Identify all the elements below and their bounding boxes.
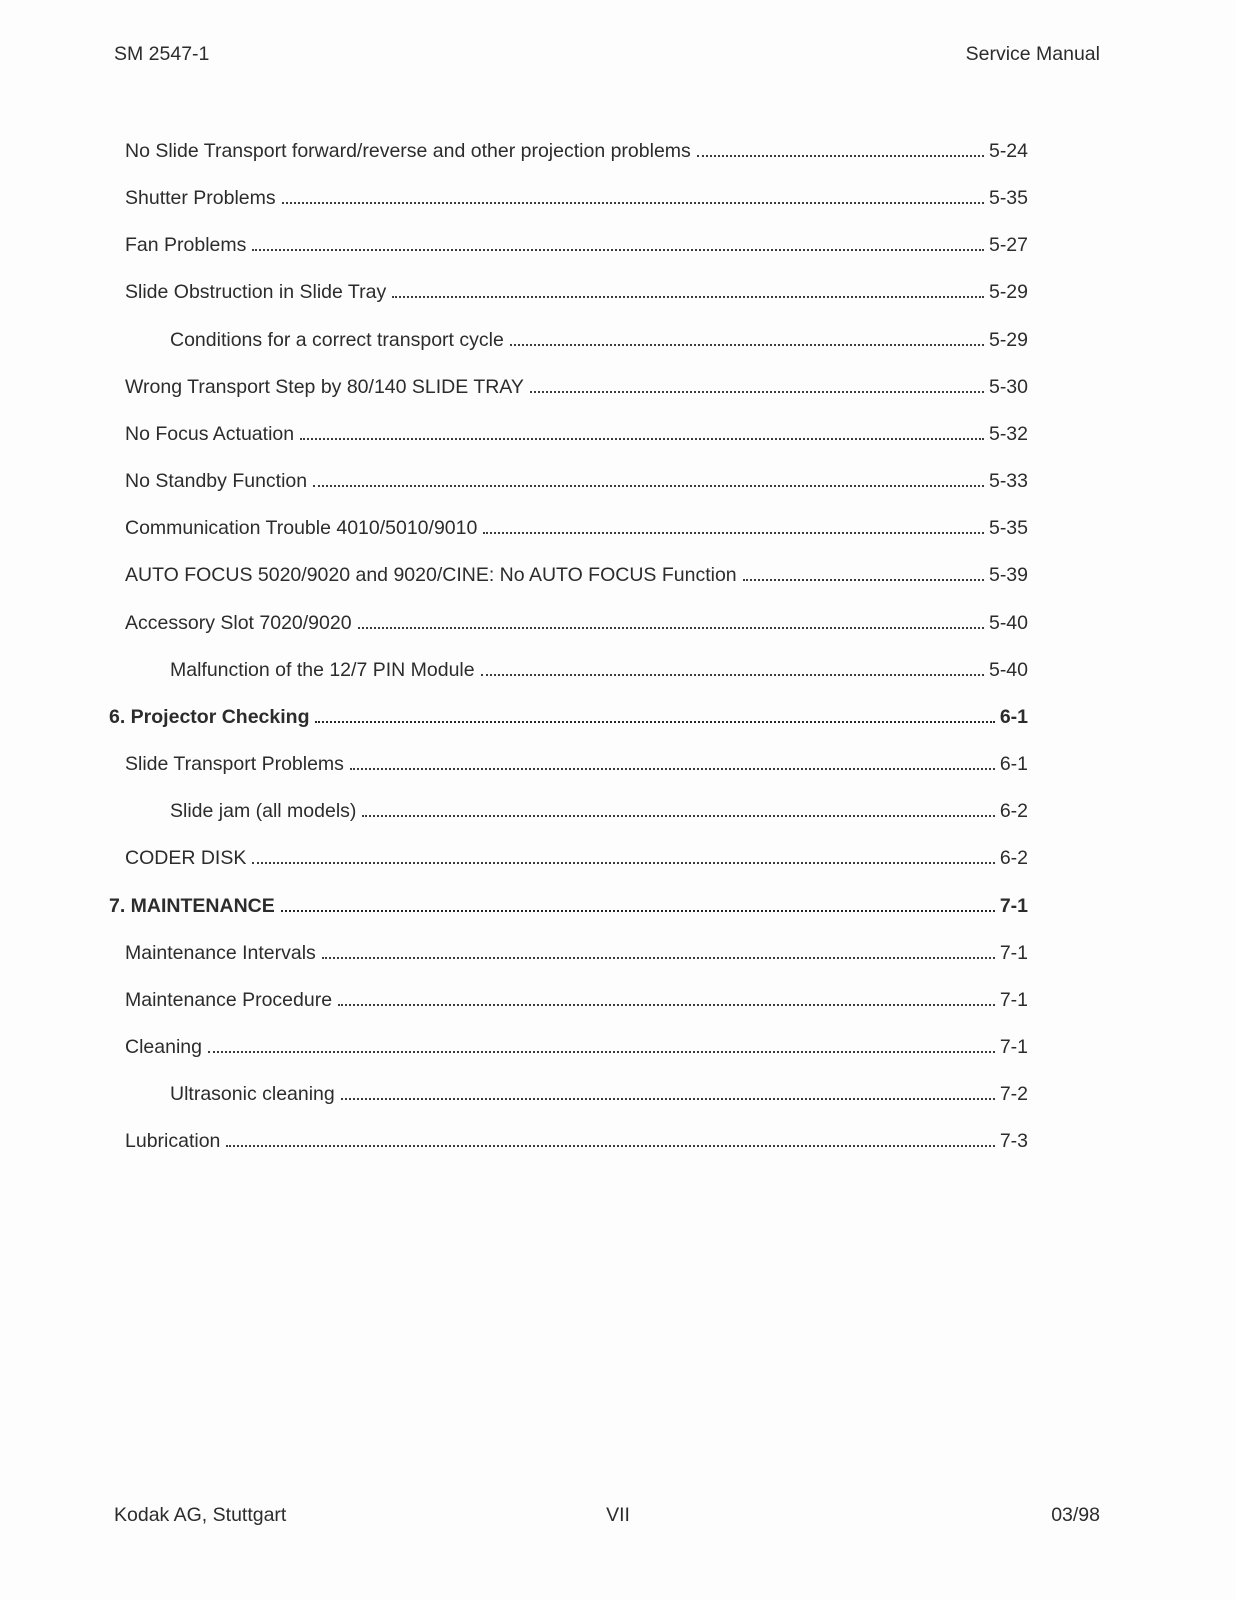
toc-dot-leader [362,815,994,817]
toc-page-number: 5-29 [988,281,1028,304]
toc-entry-label: Fan Problems [125,234,247,257]
toc-row [109,600,1028,647]
toc-dot-leader [338,1004,995,1006]
toc-entry-label: 6. Projector Checking [109,705,310,728]
page-footer [0,1506,1236,1532]
toc-page-number: 5-33 [988,470,1028,493]
footer-date: 03/98 [1051,1504,1100,1526]
toc-row [109,222,1028,269]
toc-page-number: 5-40 [988,611,1028,634]
toc-entry-label: No Focus Actuation [125,422,295,445]
doc-type: Service Manual [965,43,1100,65]
toc-entry-label: Conditions for a correct transport cycle [170,328,504,351]
toc-entry-label: Ultrasonic cleaning [170,1083,335,1106]
toc-page-number: 6-1 [999,753,1028,776]
toc-row [109,647,1028,694]
toc-dot-leader [530,391,984,393]
toc-entry-label: No Slide Transport forward/reverse and other projection problems [125,140,691,162]
toc-page-number: 5-27 [988,234,1028,257]
toc-dot-leader [315,721,994,723]
toc-entry-label: Malfunction of the 12/7 PIN Module [170,658,475,681]
toc-page-number: 7-1 [999,1035,1028,1058]
toc-page-number: 5-35 [988,517,1028,540]
toc-row [109,128,1028,175]
toc-row [109,175,1028,222]
page-header [0,45,1236,69]
toc-dot-leader [510,344,984,346]
footer-company: Kodak AG, Stuttgart [114,1504,287,1526]
toc-row [109,694,1028,741]
toc-page-number: 5-35 [988,187,1028,210]
toc-dot-leader [341,1098,995,1100]
toc-page-number: 5-29 [988,328,1028,351]
toc-page-number: 7-1 [999,894,1028,917]
toc-row [109,317,1028,364]
toc-page-number: 5-32 [988,422,1028,445]
toc-row [109,741,1028,788]
toc-entry-label: 7. MAINTENANCE [109,894,275,917]
toc-dot-leader [392,296,984,298]
toc-entry-label: Wrong Transport Step by 80/140 SLIDE TRAY [125,375,524,398]
toc-dot-leader [226,1145,994,1147]
toc-dot-leader [481,674,984,676]
toc-entry-label: CODER DISK [125,847,247,870]
toc-dot-leader [697,155,984,157]
toc-page-number: 5-30 [988,375,1028,398]
doc-number: SM 2547-1 [114,43,210,65]
toc-row [109,364,1028,411]
toc-page-number: 7-1 [999,988,1028,1011]
toc-page-number: 6-1 [999,705,1028,728]
toc-entry-label: Accessory Slot 7020/9020 [125,611,352,634]
toc-dot-leader [300,438,984,440]
toc-entry-label: Shutter Problems [125,187,276,210]
toc-entry-label: Slide Transport Problems [125,753,344,776]
toc-dot-leader [322,957,995,959]
toc-dot-leader [208,1051,995,1053]
toc-entry-label: Maintenance Intervals [125,941,316,964]
toc-entry-label: Communication Trouble 4010/5010/9010 [125,517,478,540]
toc-row [109,552,1028,599]
toc-row [109,930,1028,977]
toc-page-number: 5-24 [988,140,1028,162]
toc-row [109,977,1028,1024]
toc-row [109,458,1028,505]
toc-row [109,269,1028,316]
toc-page-number: 5-40 [988,658,1028,681]
toc-row [109,1118,1028,1165]
footer-page-number: VII [606,1504,630,1526]
toc-entry-label: Cleaning [125,1035,202,1058]
toc-row [109,1024,1028,1071]
toc-list [109,128,1028,1165]
toc-row [109,883,1028,930]
toc-entry-label: AUTO FOCUS 5020/9020 and 9020/CINE: No AUTO FOCUS Function [125,564,737,587]
toc-dot-leader [282,202,984,204]
toc-dot-leader [252,249,984,251]
toc-page-number: 7-3 [999,1130,1028,1153]
toc-page-number: 5-39 [988,564,1028,587]
toc-dot-leader [358,627,984,629]
toc-row [109,411,1028,458]
toc-dot-leader [483,532,984,534]
toc-entry-label: Slide jam (all models) [170,800,357,823]
toc-entry-label: Slide Obstruction in Slide Tray [125,281,387,304]
toc-page-number: 7-2 [999,1083,1028,1106]
toc-dot-leader [743,579,984,581]
toc-entry-label: No Standby Function [125,470,308,493]
toc-page-number: 6-2 [999,800,1028,823]
toc-page-number: 6-2 [999,847,1028,870]
toc-page-number: 7-1 [999,941,1028,964]
toc-entry-label: Maintenance Procedure [125,988,333,1011]
toc-row [109,1071,1028,1118]
toc-dot-leader [350,768,995,770]
toc-dot-leader [252,862,994,864]
toc-entry-label: Lubrication [125,1130,221,1153]
toc-dot-leader [281,910,995,912]
toc-row [109,835,1028,882]
toc-row [109,505,1028,552]
toc-row [109,788,1028,835]
toc-dot-leader [313,485,984,487]
